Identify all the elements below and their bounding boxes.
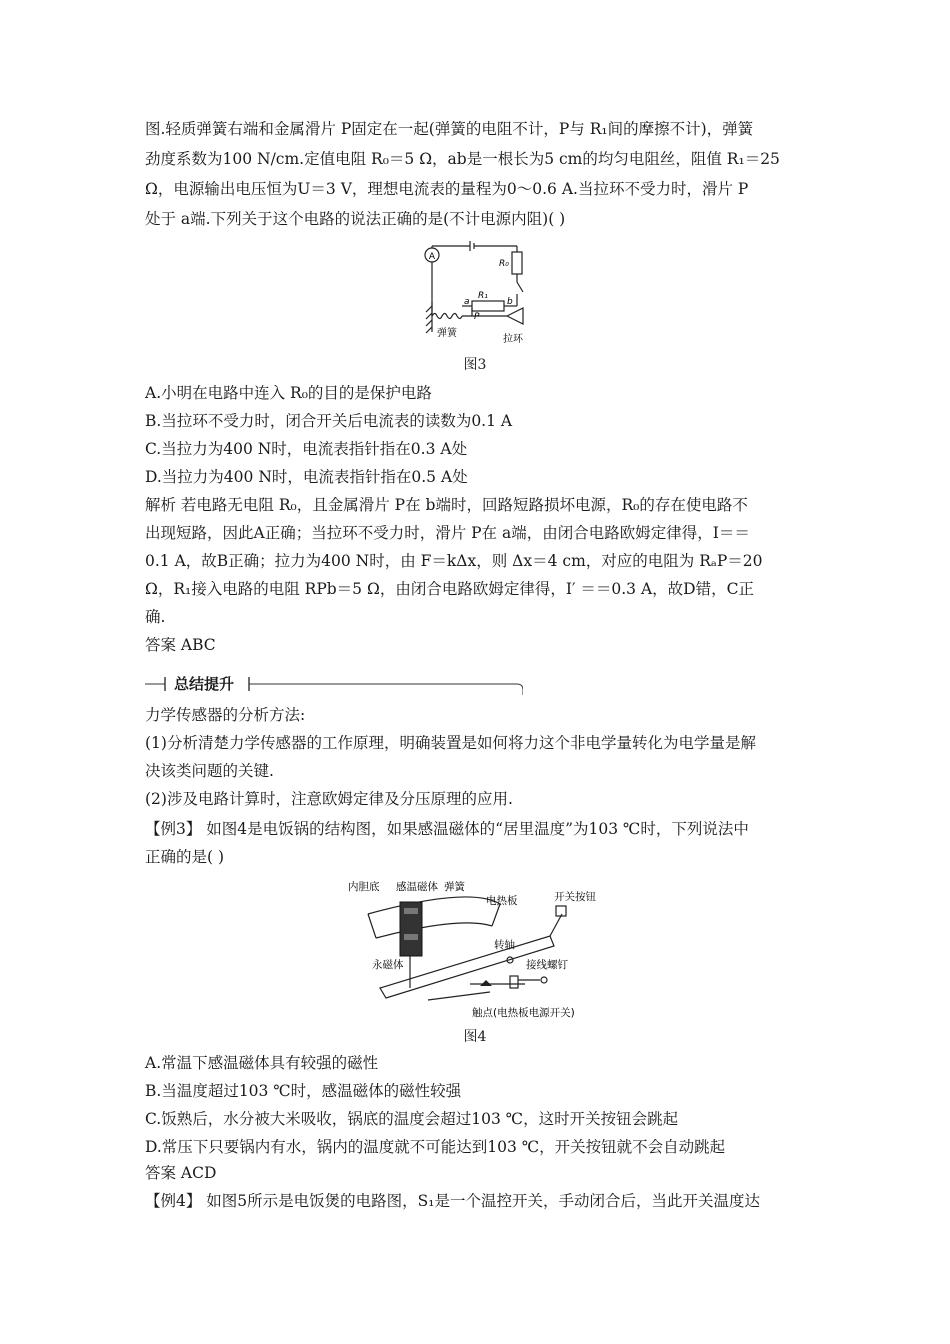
- summary-line: 力学传感器的分析方法:: [145, 706, 306, 724]
- example3-line: 【例3】 如图4是电饭锅的结构图，如果感温磁体的“居里温度”为103 ℃时，下列说法中: [145, 820, 749, 838]
- analysis-line: 确.: [145, 608, 166, 626]
- analysis-line: 0.1 A，故B正确；拉力为400 N时，由 F＝kΔx，则 Δx＝4 cm，对应的电阻为 RₐP＝20: [145, 552, 763, 570]
- figure4-caption: 图4: [463, 1029, 487, 1045]
- problem-text-line: 劲度系数为100 N/cm.定值电阻 R₀＝5 Ω，ab是一根长为5 cm的均匀电阻丝，阻值 R₁＝25: [145, 150, 780, 168]
- summary-line: (1)分析清楚力学传感器的工作原理，明确装置是如何将力这个非电学量转化为电学量是解: [145, 734, 756, 752]
- terminal-screw-label: 接线螺钉: [526, 959, 568, 971]
- r1-label: R₁: [478, 291, 488, 301]
- contact-label: 触点(电热板电源开关): [472, 1007, 575, 1019]
- problem-text-line: 图.轻质弹簧右端和金属滑片 P固定在一起(弹簧的电阻不计，P与 R₁间的摩擦不计)，弹簧: [145, 120, 754, 138]
- option-d: D.常压下只要锅内有水，锅内的温度就不可能达到103 ℃，开关按钮就不会自动跳起: [145, 1138, 726, 1156]
- permanent-magnet-label: 永磁体: [372, 959, 404, 971]
- answer: 答案 ACD: [145, 1164, 217, 1182]
- rice-cooker-diagram-figure4: [340, 876, 610, 1022]
- answer: 答案 ABC: [145, 636, 216, 654]
- circuit-diagram-figure3: [415, 236, 545, 348]
- switch-button-label: 开关按钮: [554, 891, 596, 903]
- b-label: b: [507, 297, 513, 307]
- p-label: P: [474, 312, 480, 322]
- option-b: B.当拉环不受力时，闭合开关后电流表的读数为0.1 A: [145, 412, 513, 430]
- figure3-caption: 图3: [463, 357, 487, 373]
- spring-label: 弹簧: [437, 328, 457, 339]
- problem-text-line: 处于 a端.下列关于这个电路的说法正确的是(不计电源内阻)( ): [145, 210, 566, 228]
- problem-text-line: Ω，电源输出电压恒为U＝3 V，理想电流表的量程为0～0.6 A.当拉环不受力时，滑片 P: [145, 180, 749, 198]
- summary-title: 总结提升: [174, 675, 235, 693]
- analysis-line: 出现短路，因此A正确；当拉环不受力时，滑片 P在 a端，由闭合电路欧姆定律得，I＝＝: [145, 524, 750, 542]
- summary-line: (2)涉及电路计算时，注意欧姆定律及分压原理的应用.: [145, 790, 513, 808]
- option-a: A.小明在电路中连入 R₀的目的是保护电路: [145, 384, 432, 402]
- ring-label: 拉环: [503, 334, 523, 345]
- analysis-line: Ω，R₁接入电路的电阻 RPb＝5 Ω，由闭合电路欧姆定律得，I′ ＝＝0.3 A，故D错，C正: [145, 580, 754, 598]
- inner-bottom-label: 内胆底: [348, 881, 380, 893]
- a-label: a: [464, 297, 470, 307]
- analysis-line: 解析 若电路无电阻 R₀，且金属滑片 P在 b端时，回路短路损坏电源，R₀的存在使电路不: [145, 496, 748, 514]
- example3-line: 正确的是( ): [145, 848, 225, 866]
- thermo-magnet-label: 感温磁体: [396, 881, 438, 893]
- option-c: C.当拉力为400 N时，电流表指针指在0.3 A处: [145, 440, 468, 458]
- pivot-label: 转轴: [494, 939, 515, 951]
- spring-label: 弹簧: [444, 881, 465, 893]
- option-c: C.饭熟后，水分被大米吸收，锅底的温度会超过103 ℃，这时开关按钮会跳起: [145, 1110, 679, 1128]
- ammeter-label: A: [428, 252, 436, 262]
- example4-line: 【例4】 如图5所示是电饭煲的电路图，S₁是一个温控开关，手动闭合后，当此开关温度达: [145, 1192, 760, 1210]
- r0-label: R₀: [499, 259, 509, 269]
- heating-plate-label: 电热板: [486, 895, 518, 907]
- option-b: B.当温度超过103 ℃时，感温磁体的磁性较强: [145, 1082, 462, 1100]
- summary-line: 决该类问题的关键.: [145, 762, 274, 780]
- option-a: A.常温下感温磁体具有较强的磁性: [145, 1054, 379, 1072]
- option-d: D.当拉力为400 N时，电流表指针指在0.5 A处: [145, 468, 468, 486]
